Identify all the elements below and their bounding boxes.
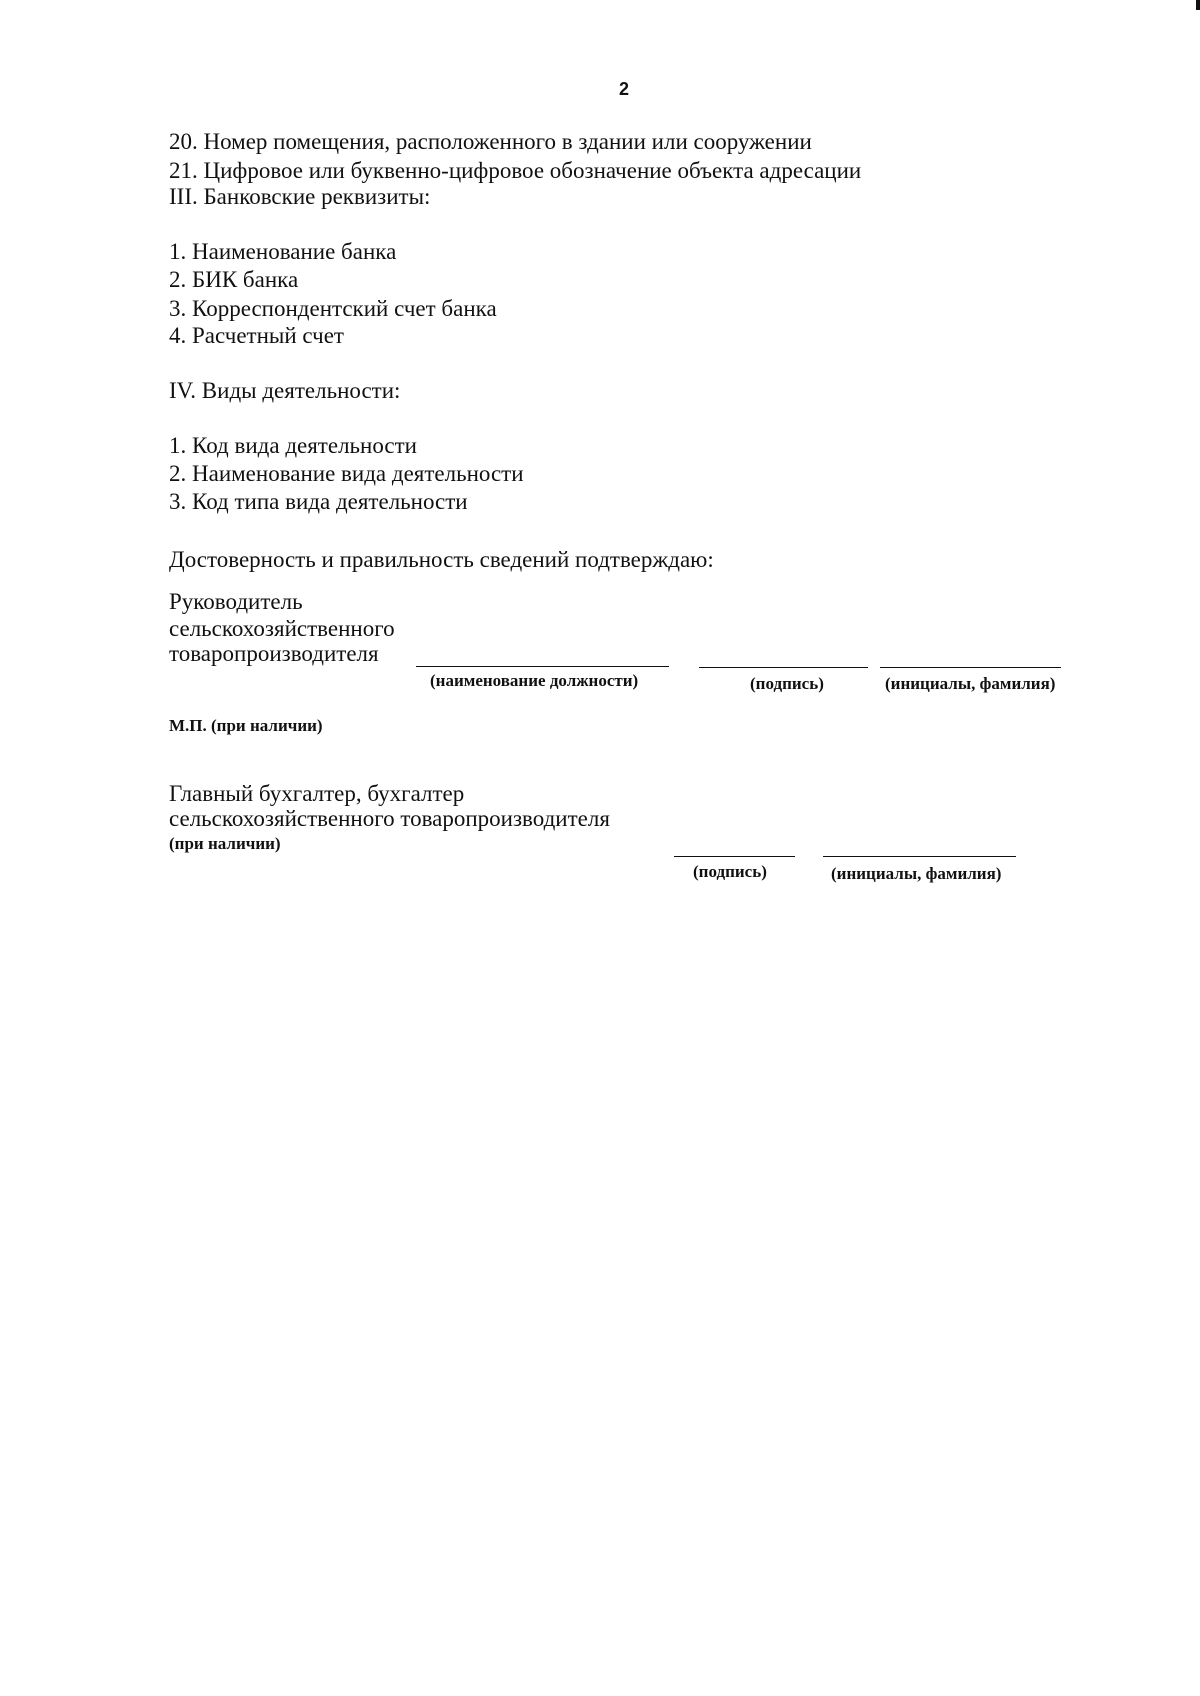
head-title-line-3: товаропроизводителя xyxy=(169,641,379,666)
accountant-signature-line xyxy=(674,856,795,857)
accountant-title-line-1: Главный бухгалтер, бухгалтер xyxy=(169,781,465,806)
bank-section-heading: III. Банковские реквизиты: xyxy=(169,184,431,209)
accountant-title-line-2: сельскохозяйственного товаропроизводителя xyxy=(169,806,610,831)
address-item-20: 20. Номер помещения, расположенного в здании или сооружении xyxy=(169,129,812,154)
address-item-21: 21. Цифровое или буквенно-цифровое обозначение объекта адресации xyxy=(169,158,862,183)
head-position-caption: (наименование должности) xyxy=(430,671,639,690)
head-name-line xyxy=(880,667,1061,668)
activity-item-code: 1. Код вида деятельности xyxy=(169,433,417,458)
scan-edge-mark xyxy=(1196,0,1200,10)
head-title-line-2: сельскохозяйственного xyxy=(169,616,395,641)
bank-item-current-account: 4. Расчетный счет xyxy=(169,323,344,348)
accountant-name-line xyxy=(823,856,1016,857)
page-number: 2 xyxy=(619,79,630,99)
activity-item-name: 2. Наименование вида деятельности xyxy=(169,461,524,486)
head-name-caption: (инициалы, фамилия) xyxy=(885,674,1056,693)
activity-section-heading: IV. Виды деятельности: xyxy=(169,378,401,403)
activity-item-type-code: 3. Код типа вида деятельности xyxy=(169,489,468,514)
head-signature-caption: (подпись) xyxy=(750,674,824,693)
accountant-signature-caption: (подпись) xyxy=(693,862,767,881)
bank-item-name: 1. Наименование банка xyxy=(169,239,397,264)
stamp-note: М.П. (при наличии) xyxy=(169,716,323,735)
confirmation-statement: Достоверность и правильность сведений подтверждаю: xyxy=(169,547,714,572)
bank-item-bik: 2. БИК банка xyxy=(169,267,299,292)
accountant-name-caption: (инициалы, фамилия) xyxy=(831,864,1002,883)
head-position-line xyxy=(416,666,669,667)
accountant-optional-note: (при наличии) xyxy=(169,834,281,853)
head-title-line-1: Руководитель xyxy=(169,589,303,614)
head-signature-line xyxy=(699,667,868,668)
bank-item-corr-account: 3. Корреспондентский счет банка xyxy=(169,296,497,321)
